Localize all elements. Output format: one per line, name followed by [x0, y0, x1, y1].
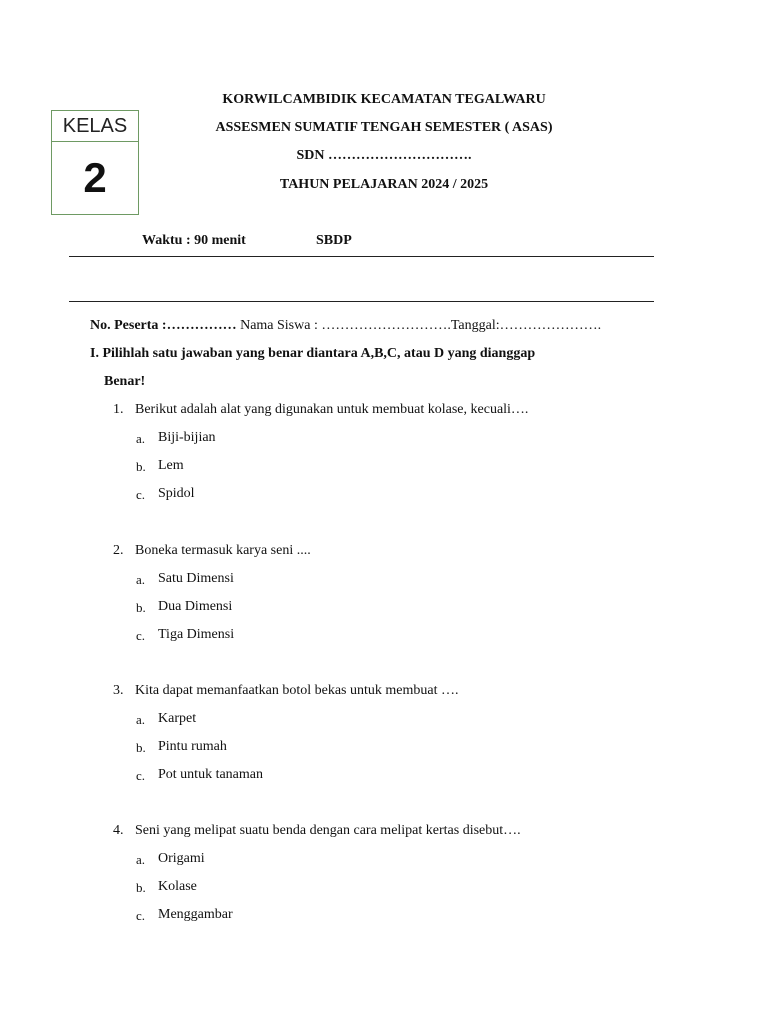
kelas-number: 2: [83, 154, 107, 201]
question-text: Boneka termasuk karya seni ....: [135, 543, 311, 558]
option-text: Satu Dimensi: [158, 571, 234, 586]
option-text: Tiga Dimensi: [158, 627, 235, 642]
question-number: 2.: [113, 543, 124, 558]
header-line-3: SDN ………………………….: [296, 148, 472, 163]
question-number: 4.: [113, 823, 124, 838]
instruction-line-2: Benar!: [104, 374, 146, 389]
question-text: Seni yang melipat suatu benda dengan cara melipat kertas disebut….: [135, 823, 521, 838]
option-letter: b.: [136, 600, 146, 615]
question-number: 3.: [113, 683, 124, 698]
option-text: Spidol: [158, 486, 195, 501]
question-text: Kita dapat memanfaatkan botol bekas untuk membuat ….: [135, 683, 459, 698]
option-letter: c.: [136, 628, 146, 643]
header-line-4: TAHUN PELAJARAN 2024 / 2025: [279, 177, 489, 192]
option-text: Pot untuk tanaman: [158, 767, 263, 782]
no-peserta: No. Peserta :……………: [90, 318, 237, 333]
instruction-line-1: I. Pilihlah satu jawaban yang benar diantara A,B,C, atau D yang dianggap: [90, 346, 536, 361]
header-line-1: KORWILCAMBIDIK KECAMATAN TEGALWARU: [222, 92, 546, 107]
option-letter: a.: [136, 431, 146, 446]
divider-top: [69, 256, 654, 257]
option-text: Biji-bijian: [158, 430, 216, 445]
divider-bottom: [69, 301, 654, 302]
option-letter: b.: [136, 459, 146, 474]
option-text: Karpet: [158, 711, 197, 726]
option-text: Dua Dimensi: [158, 599, 233, 614]
option-letter: a.: [136, 712, 146, 727]
identity-row: [90, 318, 601, 334]
option-text: Menggambar: [158, 907, 233, 922]
option-text: Lem: [158, 458, 184, 473]
question-number: 1.: [113, 402, 124, 417]
option-letter: b.: [136, 740, 146, 755]
mapel-text: SBDP: [316, 233, 352, 248]
option-letter: a.: [136, 572, 146, 587]
header-line-2: ASSESMEN SUMATIF TENGAH SEMESTER ( ASAS): [215, 120, 553, 135]
option-letter: c.: [136, 768, 146, 783]
kelas-label: KELAS: [52, 111, 138, 142]
option-letter: b.: [136, 880, 146, 895]
option-text: Origami: [158, 851, 205, 866]
option-text: Pintu rumah: [158, 739, 227, 754]
nama-siswa: Nama Siswa : ……………………….Tanggal:………………….: [236, 318, 602, 333]
option-text: Kolase: [158, 879, 197, 894]
question-text: Berikut adalah alat yang digunakan untuk membuat kolase, kecuali….: [135, 402, 529, 417]
option-letter: c.: [136, 908, 146, 923]
option-letter: a.: [136, 852, 146, 867]
waktu-text: Waktu : 90 menit: [142, 233, 246, 248]
option-letter: c.: [136, 487, 146, 502]
